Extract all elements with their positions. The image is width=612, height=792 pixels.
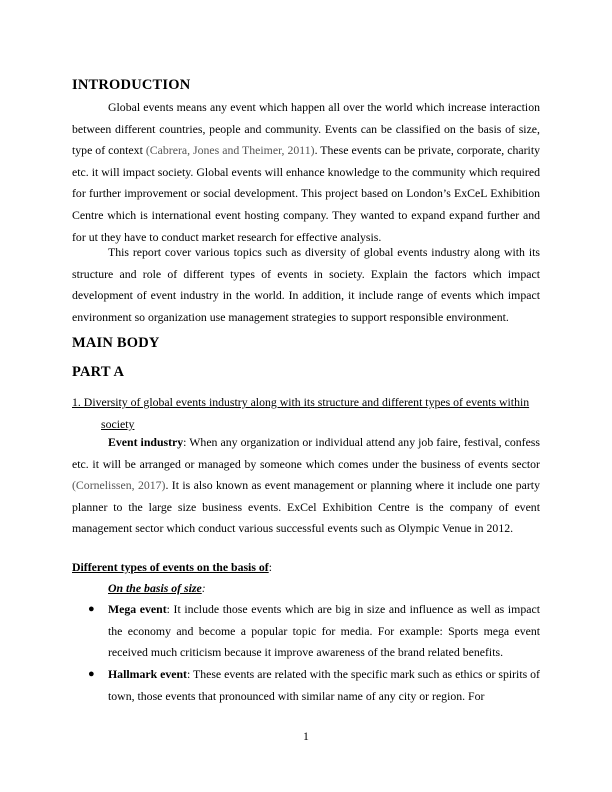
main-body-heading: MAIN BODY [72,335,160,351]
section-title: 1. Diversity of global events industry along with its structure and different types of events within society [72,395,530,431]
list-item: ● Mega event: It include those events which are big in size and influence as well as impact the economy and become a popular topic for media. For example: Sports mega event received much criticism because it improve awareness of the brand related benefits. [108,599,540,664]
event-industry-paragraph: Event industry: When any organization or individual attend any job faire, festival, confess etc. it will be arranged or managed by someone which comes under the business of events sector (Cornelissen, 2017). It is also known as event management or planning where it include one party planner to the large size business events. ExCel Exhibition Centre is the company of event management sector which conduct various successful events such as Olympic Venue in 2012. [72,435,540,536]
list-item: ● Hallmark event: These events are related with the specific mark such as ethics or spirits of town, those events that pronounced with similar name of any city or region. For [108,664,540,707]
page-number: 1 [303,729,309,743]
bullet-icon: ● [88,603,95,615]
event-industry-term: Event industry [108,435,184,449]
types-heading: Different types of events on the basis of: [72,560,272,574]
bullet-icon: ● [88,668,95,680]
intro-paragraph-2: This report cover various topics such as diversity of global events industry along with its structure and role of different types of events in society. Explain the factors which impact development of event industry in the world. In addition, it include range of events which impact environment so organization use management strategies to support responsible environment. [72,245,540,324]
part-a-heading: PART A [72,364,125,380]
intro-paragraph-1: Global events means any event which happen all over the world which increase interaction between different countries, people and community. Events can be classified on the basis of size, type of context (Cabrera, Jones and Theimer, 2011). These events can be private, corporate, charity etc. it will impact society. Global events will enhance knowledge to the community which required for further improvement or social development. This project based on London’s ExCeL Exhibition Centre which is international event hosting company. They wanted to expand expand further and for ut they have to conduct market research for effective analysis. [72,100,540,244]
citation: (Cornelissen, 2017) [72,478,166,493]
size-subheading: On the basis of size: [108,581,206,595]
citation: (Cabrera, Jones and Theimer, 2011) [145,143,315,158]
introduction-heading: INTRODUCTION [72,77,191,93]
